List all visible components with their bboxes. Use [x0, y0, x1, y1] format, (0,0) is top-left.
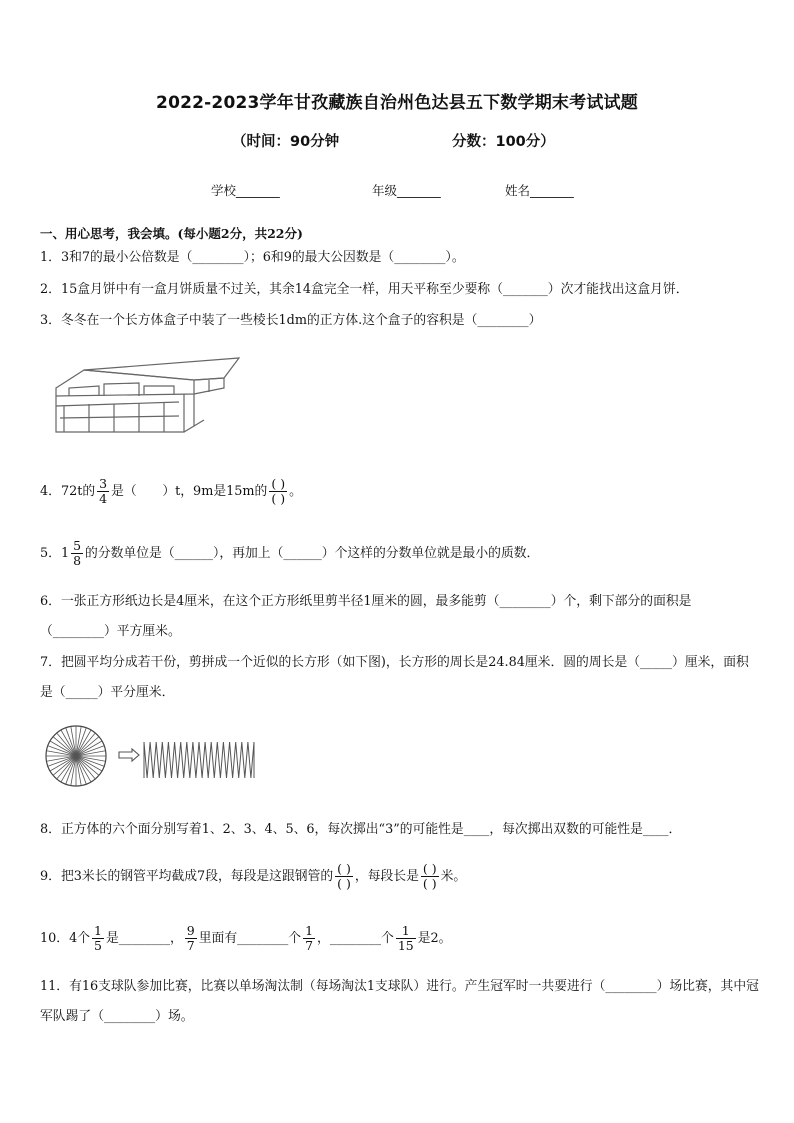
school-field: 学校_______: [211, 183, 280, 198]
fraction-five-eighths: $\frac{5}{8}$: [73, 537, 82, 568]
question-11: 11．有16支球队参加比赛，比赛以单场淘汰制（每场淘汰1支球队）进行。产生冠军时一共要进行（________）场比赛，其中冠军队踢了（________）场。: [40, 979, 759, 1024]
question-9: 9．把3米长的钢管平均截成7段，每段是这跟钢管的 $\frac{( )}{( )}$ ，每段长是 $\frac{( )}{( )}$ 米。: [40, 860, 467, 891]
question-1: 1．3和7的最小公倍数是（________）；6和9的最大公因数是（________）。: [40, 250, 465, 265]
fraction-blank: $\frac{( )}{( )}$: [422, 860, 437, 891]
fraction-one-seventh: $\frac{1}{7}$: [305, 922, 314, 953]
question-7: 7．把圆平均分成若干份，剪拼成一个近似的长方形（如下图)，长方形的周长是24.84厘米．圆的周长是（_____）厘米，面积是（_____）平分厘米．: [40, 655, 749, 700]
fraction-blank: $\frac{( )}{( )}$: [337, 860, 351, 891]
section-heading: 一、用心思考，我会填。(每小题2分，共22分): [40, 226, 303, 241]
question-8: 8．正方体的六个面分别写着1、2、3、4、5、6，每次掷出“3”的可能性是____，每次掷出双数的可能性是____．: [40, 822, 682, 837]
question-4: 4．72t的 $\frac{3}{4}$ 是（ ）t，9m是15m的 $\frac{( )}{( )}$ 。: [40, 475, 302, 506]
circle-to-rectangle-figure: [44, 722, 259, 792]
fraction-one-fifth: $\frac{1}{5}$: [94, 922, 102, 953]
box-with-cubes-figure: [44, 348, 244, 438]
fraction-one-fifteenth: $\frac{1}{15}$: [397, 922, 414, 953]
name-field: 姓名_______: [505, 183, 574, 198]
question-5: 5．1 $\frac{5}{8}$ 的分数单位是（______），再加上（______）个这样的分数单位就是最小的质数．: [40, 537, 540, 568]
fraction-nine-sevenths: $\frac{9}{7}$: [186, 922, 195, 953]
zigzag-rectangle: [144, 742, 254, 778]
exam-score: 分数：100分）: [452, 134, 555, 150]
question-6: 6．一张正方形纸边长是4厘米，在这个正方形纸里剪半径1厘米的圆，最多能剪（________）个，剩下部分的面积是（________）平方厘米。: [40, 594, 692, 639]
exam-time: （时间：90分钟: [232, 134, 340, 150]
fraction-three-quarters: $\frac{3}{4}$: [99, 475, 108, 506]
question-2: 2．15盒月饼中有一盒月饼质量不过关，其余14盒完全一样，用天平称至少要称（_______）次才能找出这盒月饼．: [40, 282, 689, 297]
question-10: 10．4个 $\frac{1}{5}$ 是________， $\frac{9}{7}$ 里面有________个 $\frac{1}{7}$ ，________个 $\frac{1}{15}$ 是2。: [40, 922, 452, 953]
grade-field: 年级_______: [372, 183, 441, 198]
question-3: 3．冬冬在一个长方体盒子中装了一些棱长1dm的正方体.这个盒子的容积是（________）: [40, 313, 542, 328]
page-title: 2022-2023学年甘孜藏族自治州色达县五下数学期末考试试题: [156, 93, 638, 113]
fraction-blank: $\frac{( )}{( )}$: [271, 475, 286, 506]
